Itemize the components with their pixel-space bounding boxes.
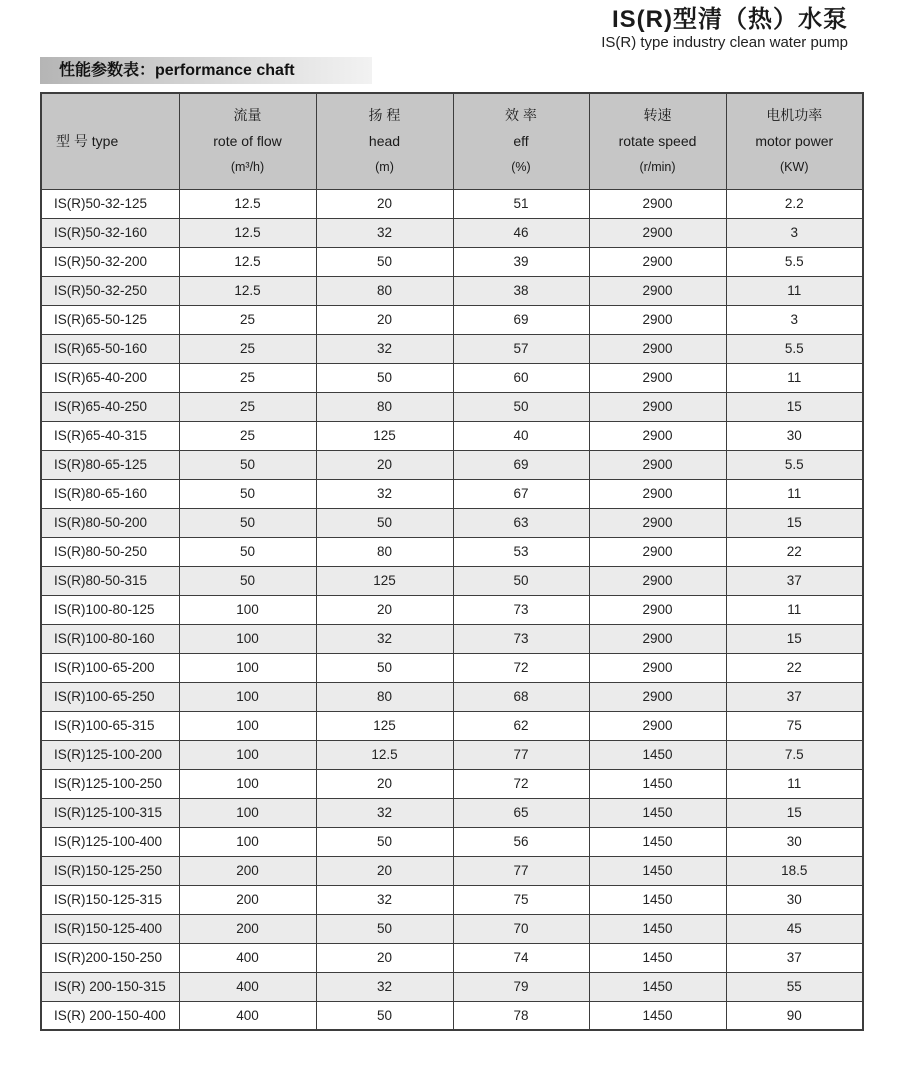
cell-speed: 1450: [589, 827, 726, 856]
cell-eff: 70: [453, 914, 589, 943]
cell-model-type: IS(R)80-50-315: [41, 566, 179, 595]
cell-power: 11: [726, 595, 863, 624]
table-row: [41, 392, 863, 421]
cell-power: 2.2: [726, 189, 863, 218]
cell-eff: 57: [453, 334, 589, 363]
column-header-line: rote of flow: [213, 133, 282, 150]
cell-head: 20: [316, 305, 453, 334]
cell-eff: 79: [453, 972, 589, 1001]
cell-eff: 72: [453, 653, 589, 682]
table-row: [41, 682, 863, 711]
cell-speed: 1450: [589, 914, 726, 943]
cell-head: 32: [316, 479, 453, 508]
cell-model-type: IS(R)50-32-250: [41, 276, 179, 305]
cell-head: 50: [316, 914, 453, 943]
column-header-line: 转速: [643, 107, 672, 124]
column-header-speed: [589, 93, 726, 189]
cell-head: 32: [316, 334, 453, 363]
cell-power: 3: [726, 218, 863, 247]
column-header-line: 扬 程: [368, 107, 401, 124]
cell-eff: 74: [453, 943, 589, 972]
cell-head: 32: [316, 885, 453, 914]
cell-model-type: IS(R)65-40-315: [41, 421, 179, 450]
table-row: [41, 856, 863, 885]
cell-head: 80: [316, 392, 453, 421]
cell-speed: 2900: [589, 189, 726, 218]
cell-power: 5.5: [726, 334, 863, 363]
cell-flow: 12.5: [179, 189, 316, 218]
cell-model-type: IS(R)100-65-315: [41, 711, 179, 740]
cell-power: 15: [726, 624, 863, 653]
cell-power: 22: [726, 537, 863, 566]
cell-head: 20: [316, 856, 453, 885]
cell-eff: 78: [453, 1001, 589, 1030]
cell-eff: 73: [453, 624, 589, 653]
cell-speed: 2900: [589, 479, 726, 508]
table-row: [41, 363, 863, 392]
cell-eff: 63: [453, 508, 589, 537]
cell-head: 12.5: [316, 740, 453, 769]
table-row: [41, 189, 863, 218]
table-head: [41, 93, 863, 189]
column-header-line: motor power: [755, 133, 834, 150]
table-row: [41, 421, 863, 450]
cell-eff: 75: [453, 885, 589, 914]
cell-speed: 2900: [589, 595, 726, 624]
table-row: [41, 450, 863, 479]
cell-flow: 25: [179, 363, 316, 392]
cell-speed: 1450: [589, 856, 726, 885]
cell-head: 50: [316, 508, 453, 537]
cell-power: 3: [726, 305, 863, 334]
table-row: [41, 218, 863, 247]
cell-flow: 50: [179, 450, 316, 479]
cell-head: 125: [316, 421, 453, 450]
cell-speed: 1450: [589, 1001, 726, 1030]
cell-model-type: IS(R)65-50-125: [41, 305, 179, 334]
cell-power: 11: [726, 363, 863, 392]
cell-power: 37: [726, 566, 863, 595]
cell-model-type: IS(R)150-125-250: [41, 856, 179, 885]
column-header-line: 型 号 type: [56, 133, 119, 150]
table-row: [41, 479, 863, 508]
cell-eff: 39: [453, 247, 589, 276]
cell-head: 20: [316, 595, 453, 624]
cell-speed: 2900: [589, 305, 726, 334]
cell-model-type: IS(R)125-100-250: [41, 769, 179, 798]
column-header-line: (m³/h): [230, 160, 265, 175]
cell-flow: 400: [179, 943, 316, 972]
cell-flow: 100: [179, 624, 316, 653]
cell-eff: 65: [453, 798, 589, 827]
table-row: [41, 537, 863, 566]
cell-model-type: IS(R)125-100-400: [41, 827, 179, 856]
cell-head: 32: [316, 218, 453, 247]
cell-model-type: IS(R)65-40-250: [41, 392, 179, 421]
performance-table: [40, 92, 864, 1031]
cell-flow: 400: [179, 972, 316, 1001]
cell-head: 80: [316, 682, 453, 711]
cell-eff: 56: [453, 827, 589, 856]
cell-model-type: IS(R)150-125-315: [41, 885, 179, 914]
cell-speed: 2900: [589, 276, 726, 305]
cell-speed: 2900: [589, 421, 726, 450]
cell-model-type: IS(R)80-50-200: [41, 508, 179, 537]
cell-eff: 72: [453, 769, 589, 798]
table-row: [41, 827, 863, 856]
cell-flow: 12.5: [179, 247, 316, 276]
cell-head: 125: [316, 566, 453, 595]
cell-speed: 2900: [589, 450, 726, 479]
column-header-flow: [179, 93, 316, 189]
table-row: [41, 943, 863, 972]
cell-flow: 50: [179, 479, 316, 508]
cell-flow: 12.5: [179, 276, 316, 305]
column-header-line: (KW): [780, 160, 809, 175]
cell-power: 75: [726, 711, 863, 740]
cell-eff: 46: [453, 218, 589, 247]
section-header-bar: [40, 57, 372, 84]
cell-eff: 50: [453, 392, 589, 421]
cell-power: 45: [726, 914, 863, 943]
column-header-line: 电机功率: [766, 107, 823, 124]
column-header-type: [41, 93, 179, 189]
cell-eff: 40: [453, 421, 589, 450]
cell-flow: 50: [179, 537, 316, 566]
cell-speed: 2900: [589, 392, 726, 421]
cell-model-type: IS(R)100-65-250: [41, 682, 179, 711]
cell-eff: 77: [453, 740, 589, 769]
table-row: [41, 653, 863, 682]
cell-flow: 100: [179, 798, 316, 827]
cell-power: 55: [726, 972, 863, 1001]
cell-head: 32: [316, 798, 453, 827]
cell-flow: 400: [179, 1001, 316, 1030]
table-row: [41, 914, 863, 943]
cell-power: 15: [726, 508, 863, 537]
cell-speed: 1450: [589, 798, 726, 827]
cell-speed: 1450: [589, 885, 726, 914]
cell-model-type: IS(R)50-32-200: [41, 247, 179, 276]
column-header-line: eff: [513, 133, 529, 150]
cell-power: 37: [726, 682, 863, 711]
cell-model-type: IS(R)200-150-250: [41, 943, 179, 972]
cell-speed: 2900: [589, 247, 726, 276]
cell-flow: 25: [179, 421, 316, 450]
column-header-power: [726, 93, 863, 189]
cell-head: 50: [316, 653, 453, 682]
cell-power: 30: [726, 421, 863, 450]
cell-model-type: IS(R)125-100-315: [41, 798, 179, 827]
cell-flow: 25: [179, 392, 316, 421]
table-row: [41, 334, 863, 363]
cell-model-type: IS(R)80-50-250: [41, 537, 179, 566]
table-row: [41, 624, 863, 653]
cell-model-type: IS(R)50-32-125: [41, 189, 179, 218]
table-row: [41, 247, 863, 276]
cell-model-type: IS(R)100-80-160: [41, 624, 179, 653]
column-header-line: rotate speed: [618, 133, 697, 150]
cell-power: 7.5: [726, 740, 863, 769]
cell-eff: 38: [453, 276, 589, 305]
cell-flow: 50: [179, 566, 316, 595]
cell-model-type: IS(R) 200-150-315: [41, 972, 179, 1001]
cell-eff: 50: [453, 566, 589, 595]
table-row: [41, 972, 863, 1001]
cell-flow: 100: [179, 682, 316, 711]
cell-head: 20: [316, 450, 453, 479]
cell-speed: 2900: [589, 682, 726, 711]
cell-model-type: IS(R)80-65-125: [41, 450, 179, 479]
cell-head: 50: [316, 247, 453, 276]
cell-eff: 67: [453, 479, 589, 508]
cell-flow: 200: [179, 914, 316, 943]
cell-eff: 77: [453, 856, 589, 885]
column-header-line: head: [368, 133, 401, 150]
cell-eff: 69: [453, 305, 589, 334]
cell-flow: 100: [179, 827, 316, 856]
cell-speed: 2900: [589, 711, 726, 740]
cell-speed: 1450: [589, 740, 726, 769]
cell-flow: 100: [179, 769, 316, 798]
cell-speed: 1450: [589, 972, 726, 1001]
table-head-row: [41, 93, 863, 189]
cell-head: 50: [316, 827, 453, 856]
cell-power: 15: [726, 798, 863, 827]
page-header: [601, 6, 848, 52]
table-row: [41, 769, 863, 798]
cell-power: 15: [726, 392, 863, 421]
cell-flow: 100: [179, 711, 316, 740]
cell-head: 80: [316, 537, 453, 566]
cell-power: 90: [726, 1001, 863, 1030]
cell-speed: 1450: [589, 943, 726, 972]
cell-speed: 2900: [589, 653, 726, 682]
cell-eff: 73: [453, 595, 589, 624]
cell-eff: 60: [453, 363, 589, 392]
cell-head: 20: [316, 943, 453, 972]
cell-head: 50: [316, 363, 453, 392]
table-row: [41, 711, 863, 740]
cell-eff: 53: [453, 537, 589, 566]
cell-model-type: IS(R) 200-150-400: [41, 1001, 179, 1030]
cell-flow: 100: [179, 595, 316, 624]
section-header-label: 性能参数表：performance chaft: [59, 62, 295, 79]
table-body: [41, 189, 863, 1030]
cell-eff: 68: [453, 682, 589, 711]
cell-power: 37: [726, 943, 863, 972]
table-row: [41, 740, 863, 769]
cell-head: 32: [316, 972, 453, 1001]
column-header-line: (m): [375, 160, 394, 175]
table-row: [41, 595, 863, 624]
cell-model-type: IS(R)65-50-160: [41, 334, 179, 363]
table-row: [41, 885, 863, 914]
cell-power: 30: [726, 885, 863, 914]
cell-head: 20: [316, 769, 453, 798]
cell-eff: 51: [453, 189, 589, 218]
page-title-english: IS(R) type industry clean water pump: [601, 34, 848, 51]
cell-flow: 50: [179, 508, 316, 537]
cell-speed: 2900: [589, 624, 726, 653]
table-row: [41, 566, 863, 595]
cell-model-type: IS(R)150-125-400: [41, 914, 179, 943]
cell-power: 22: [726, 653, 863, 682]
column-header-head: [316, 93, 453, 189]
cell-power: 5.5: [726, 450, 863, 479]
cell-flow: 200: [179, 856, 316, 885]
cell-model-type: IS(R)100-80-125: [41, 595, 179, 624]
cell-eff: 62: [453, 711, 589, 740]
cell-flow: 12.5: [179, 218, 316, 247]
cell-model-type: IS(R)100-65-200: [41, 653, 179, 682]
table-row: [41, 276, 863, 305]
cell-speed: 2900: [589, 508, 726, 537]
column-header-line: (%): [511, 160, 531, 175]
cell-model-type: IS(R)50-32-160: [41, 218, 179, 247]
cell-power: 11: [726, 769, 863, 798]
page-title-chinese: IS(R)型清（热）水泵: [612, 6, 848, 33]
cell-flow: 100: [179, 653, 316, 682]
table-row: [41, 798, 863, 827]
column-header-line: (r/min): [639, 160, 676, 175]
column-header-line: 效 率: [505, 107, 537, 124]
cell-head: 20: [316, 189, 453, 218]
cell-flow: 25: [179, 334, 316, 363]
cell-head: 32: [316, 624, 453, 653]
cell-head: 50: [316, 1001, 453, 1030]
cell-model-type: IS(R)65-40-200: [41, 363, 179, 392]
table-row: [41, 305, 863, 334]
cell-power: 11: [726, 276, 863, 305]
cell-power: 5.5: [726, 247, 863, 276]
cell-flow: 200: [179, 885, 316, 914]
cell-power: 18.5: [726, 856, 863, 885]
cell-speed: 2900: [589, 537, 726, 566]
cell-power: 11: [726, 479, 863, 508]
cell-speed: 2900: [589, 218, 726, 247]
cell-flow: 100: [179, 740, 316, 769]
cell-power: 30: [726, 827, 863, 856]
cell-speed: 2900: [589, 334, 726, 363]
cell-speed: 1450: [589, 769, 726, 798]
cell-head: 80: [316, 276, 453, 305]
cell-speed: 2900: [589, 363, 726, 392]
cell-model-type: IS(R)80-65-160: [41, 479, 179, 508]
cell-flow: 25: [179, 305, 316, 334]
cell-speed: 2900: [589, 566, 726, 595]
column-header-eff: [453, 93, 589, 189]
cell-eff: 69: [453, 450, 589, 479]
cell-head: 125: [316, 711, 453, 740]
table-row: [41, 508, 863, 537]
column-header-line: 流量: [233, 107, 262, 124]
cell-model-type: IS(R)125-100-200: [41, 740, 179, 769]
table-row: [41, 1001, 863, 1030]
